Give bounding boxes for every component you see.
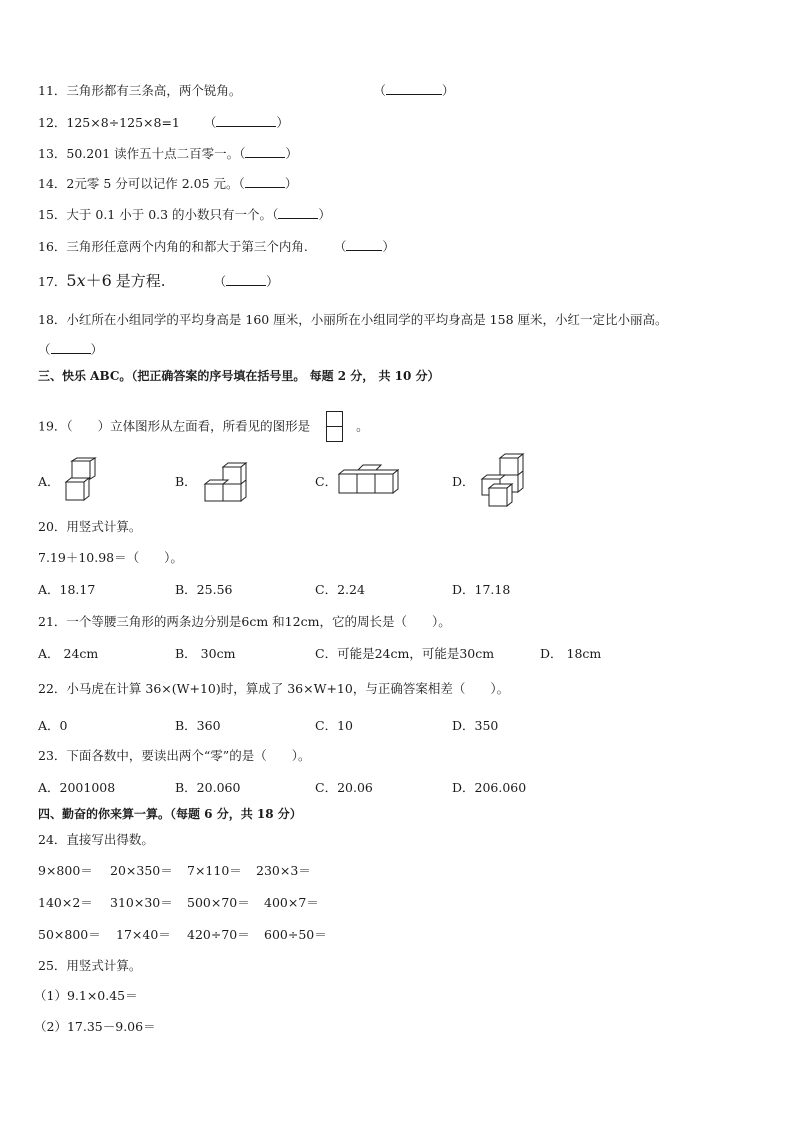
option-c[interactable]: C．10 xyxy=(315,718,353,733)
calc-item: 9×800＝ xyxy=(38,863,93,878)
answer-blank[interactable] xyxy=(216,114,276,127)
question-text: 三角形都有三条高，两个锐角。 xyxy=(66,83,242,98)
section-4-title: 四、勤奋的你来算一算。（每题 6 分，共 18 分） xyxy=(38,807,302,821)
calc-item: 17×40＝ xyxy=(116,927,171,942)
calc-item: 500×70＝ xyxy=(187,895,250,910)
question-17: 17．5x＋6 是方程. （ ） xyxy=(38,271,279,290)
question-text: 直接写出得数。 xyxy=(66,832,154,847)
calc-item: 140×2＝ xyxy=(38,895,93,910)
question-11: 11．三角形都有三条高，两个锐角。 （ ） xyxy=(38,83,455,98)
question-19: 19．（ ）立体图形从左面看，所看见的图形是 。 xyxy=(38,410,369,444)
cube-stack-b-icon xyxy=(203,462,249,504)
calc-item: 310×30＝ xyxy=(110,895,173,910)
question-text: 三角形任意两个内角的和都大于第三个内角. xyxy=(66,239,308,254)
question-14: 14．2元零 5 分可以记作 2.05 元。（ ） xyxy=(38,176,298,191)
question-12: 12．125×8÷125×8=1 （ ） xyxy=(38,115,289,130)
question-18: 18．小红所在小组同学的平均身高是 160 厘米，小丽所在小组同学的平均身高是 158 厘米，小红一定比小丽高。 xyxy=(38,312,668,327)
question-number: 11． xyxy=(38,83,67,98)
answer-blank[interactable] xyxy=(245,145,285,158)
option-d[interactable]: D． xyxy=(452,474,475,489)
option-d[interactable]: D． 18cm xyxy=(540,646,602,661)
calc-item: 20×350＝ xyxy=(110,863,173,878)
option-a[interactable]: A．2001008 xyxy=(38,780,116,795)
option-b[interactable]: B．25.56 xyxy=(175,582,233,597)
option-c[interactable]: C．可能是24cm，可能是30cm xyxy=(315,646,495,661)
question-text: 用竖式计算。 xyxy=(66,519,142,534)
option-d[interactable]: D．206.060 xyxy=(452,780,527,795)
question-20-expression: 7.19＋10.98＝（ ）。 xyxy=(38,550,183,565)
option-b[interactable]: B． 30cm xyxy=(175,646,236,661)
question-18-answer: （ ） xyxy=(38,342,104,357)
answer-blank[interactable] xyxy=(51,341,91,354)
question-text: 一个等腰三角形的两条边分别是6cm 和12cm，它的周长是（ ）。 xyxy=(66,614,451,629)
option-c[interactable]: C．2.24 xyxy=(315,582,365,597)
question-20: 20．用竖式计算。 xyxy=(38,519,142,534)
question-text: 125×8÷125×8=1 xyxy=(66,115,180,130)
option-a[interactable]: A．0 xyxy=(38,718,68,733)
cube-row-c-icon xyxy=(337,463,399,497)
cube-stack-d-icon xyxy=(476,452,528,510)
option-b[interactable]: B．360 xyxy=(175,718,221,733)
option-a[interactable]: A．18.17 xyxy=(38,582,96,597)
answer-blank[interactable] xyxy=(245,175,285,188)
question-text: 50.201 读作五十点二百零一。 xyxy=(66,146,240,161)
option-c[interactable]: C． xyxy=(315,474,338,489)
option-b[interactable]: B．20.060 xyxy=(175,780,241,795)
calc-item: 600÷50＝ xyxy=(264,927,327,942)
question-text: 小红所在小组同学的平均身高是 160 厘米，小丽所在小组同学的平均身高是 158 厘米，小红一定比小丽高。 xyxy=(66,312,668,327)
question-16: 16．三角形任意两个内角的和都大于第三个内角. （ ） xyxy=(38,239,395,254)
question-text: 立体图形从左面看，所看见的图形是 xyxy=(110,418,311,434)
question-text: 是方程. xyxy=(115,272,166,290)
calc-subitem-1: （1）9.1×0.45＝ xyxy=(34,988,138,1003)
question-text: 大于 0.1 小于 0.3 的小数只有一个。 xyxy=(66,207,273,222)
option-c[interactable]: C．20.06 xyxy=(315,780,373,795)
cube-stack-a-icon xyxy=(62,456,98,504)
answer-blank[interactable] xyxy=(226,273,266,286)
question-13: 13．50.201 读作五十点二百零一。（ ） xyxy=(38,146,298,161)
option-b[interactable]: B． xyxy=(175,474,197,489)
answer-blank[interactable] xyxy=(346,238,382,251)
option-a[interactable]: A． xyxy=(38,474,60,489)
calc-item: 230×3＝ xyxy=(256,863,311,878)
question-24: 24．直接写出得数。 xyxy=(38,832,154,847)
question-text: 下面各数中，要读出两个“零”的是（ ）。 xyxy=(66,748,311,763)
calc-item: 400×7＝ xyxy=(264,895,319,910)
answer-blank[interactable] xyxy=(278,206,318,219)
question-25: 25．用竖式计算。 xyxy=(38,958,142,973)
section-3-title: 三、快乐 ABC。（把正确答案的序号填在括号里。 每题 2 分， 共 10 分） xyxy=(38,369,440,383)
option-d[interactable]: D．350 xyxy=(452,718,499,733)
equation-expression: 5x＋6 xyxy=(66,271,112,290)
question-text: 小马虎在计算 36×(W+10)时，算成了 36×W+10，与正确答案相差（ ）。 xyxy=(66,681,510,696)
question-23: 23．下面各数中，要读出两个“零”的是（ ）。 xyxy=(38,748,311,763)
calc-item: 420÷70＝ xyxy=(187,927,250,942)
question-text: 用竖式计算。 xyxy=(66,958,142,973)
question-21: 21．一个等腰三角形的两条边分别是6cm 和12cm，它的周长是（ ）。 xyxy=(38,614,451,629)
question-text: 2元零 5 分可以记作 2.05 元。 xyxy=(66,176,239,191)
calc-item: 50×800＝ xyxy=(38,927,101,942)
question-22: 22．小马虎在计算 36×(W+10)时，算成了 36×W+10，与正确答案相差（ ）。 xyxy=(38,681,510,696)
option-d[interactable]: D．17.18 xyxy=(452,582,511,597)
option-a[interactable]: A． 24cm xyxy=(38,646,99,661)
answer-blank[interactable] xyxy=(386,82,442,95)
question-15: 15．大于 0.1 小于 0.3 的小数只有一个。（ ） xyxy=(38,207,331,222)
two-stacked-squares-icon xyxy=(324,410,346,444)
calc-item: 7×110＝ xyxy=(187,863,242,878)
calc-subitem-2: （2）17.35－9.06＝ xyxy=(34,1019,156,1034)
